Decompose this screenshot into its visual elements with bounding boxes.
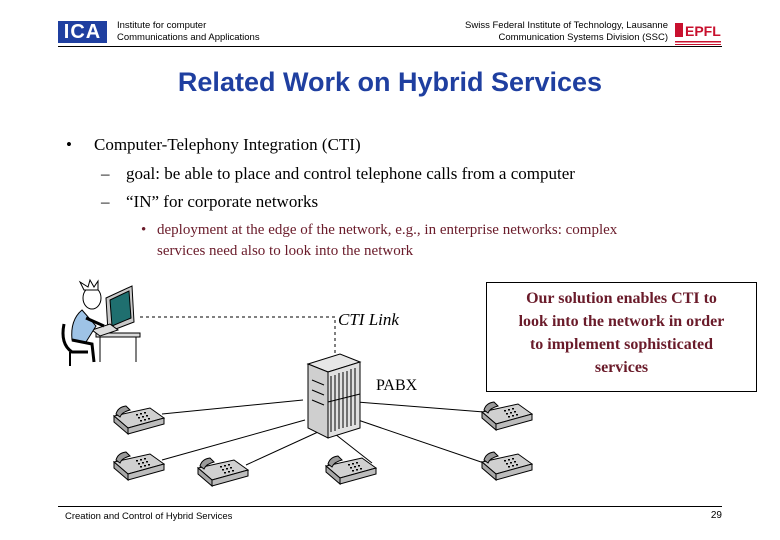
institute-name-line1: Institute for computer — [117, 20, 207, 31]
dash-marker: – — [101, 164, 110, 183]
callout-line3: to implement sophisticated — [529, 336, 714, 353]
telephone-icon — [198, 458, 248, 486]
ica-logo: ICA — [58, 21, 107, 43]
callout-text — [488, 287, 755, 379]
dash-marker: – — [101, 192, 110, 211]
sub-bullet-line1: deployment at the edge of the network, e.g., in enterprise networks: complex — [157, 222, 618, 238]
page-number: 29 — [710, 510, 722, 521]
bullet-main: Computer-Telephony Integration (CTI) — [94, 135, 361, 154]
telephone-icon — [482, 452, 532, 480]
telephone-icon — [482, 402, 532, 430]
university-name-line1: Swiss Federal Institute of Technology, Lausanne — [465, 20, 668, 31]
cti-link-label: CTI Link — [338, 310, 399, 329]
epfl-logo-text: EPFL — [685, 23, 721, 39]
telephone-icon — [114, 452, 164, 480]
pabx-label: PABX — [376, 377, 418, 394]
bullet-dash-goal: goal: be able to place and control telephone calls from a computer — [126, 164, 575, 183]
institute-name-line2: Communications and Applications — [117, 32, 260, 43]
callout-line2: look into the network in order — [518, 313, 725, 330]
bullet-dash-in: “IN” for corporate networks — [126, 192, 319, 211]
callout-line4: services — [594, 359, 649, 376]
pabx-switch-icon — [308, 354, 360, 438]
person-at-computer-icon — [63, 280, 140, 366]
cti-link-line — [140, 317, 335, 358]
bullet-marker: • — [66, 135, 72, 154]
footer-title: Creation and Control of Hybrid Services — [65, 511, 233, 522]
sub-bullet-marker: • — [141, 222, 147, 238]
telephone-icon — [114, 406, 164, 434]
university-name-line2: Communication Systems Division (SSC) — [498, 32, 668, 43]
sub-bullet-line2: services need also to look into the network — [157, 243, 414, 259]
footer-divider — [58, 506, 722, 507]
callout-line1: Our solution enables CTI to — [526, 290, 717, 307]
page-title: Related Work on Hybrid Services — [177, 67, 603, 97]
